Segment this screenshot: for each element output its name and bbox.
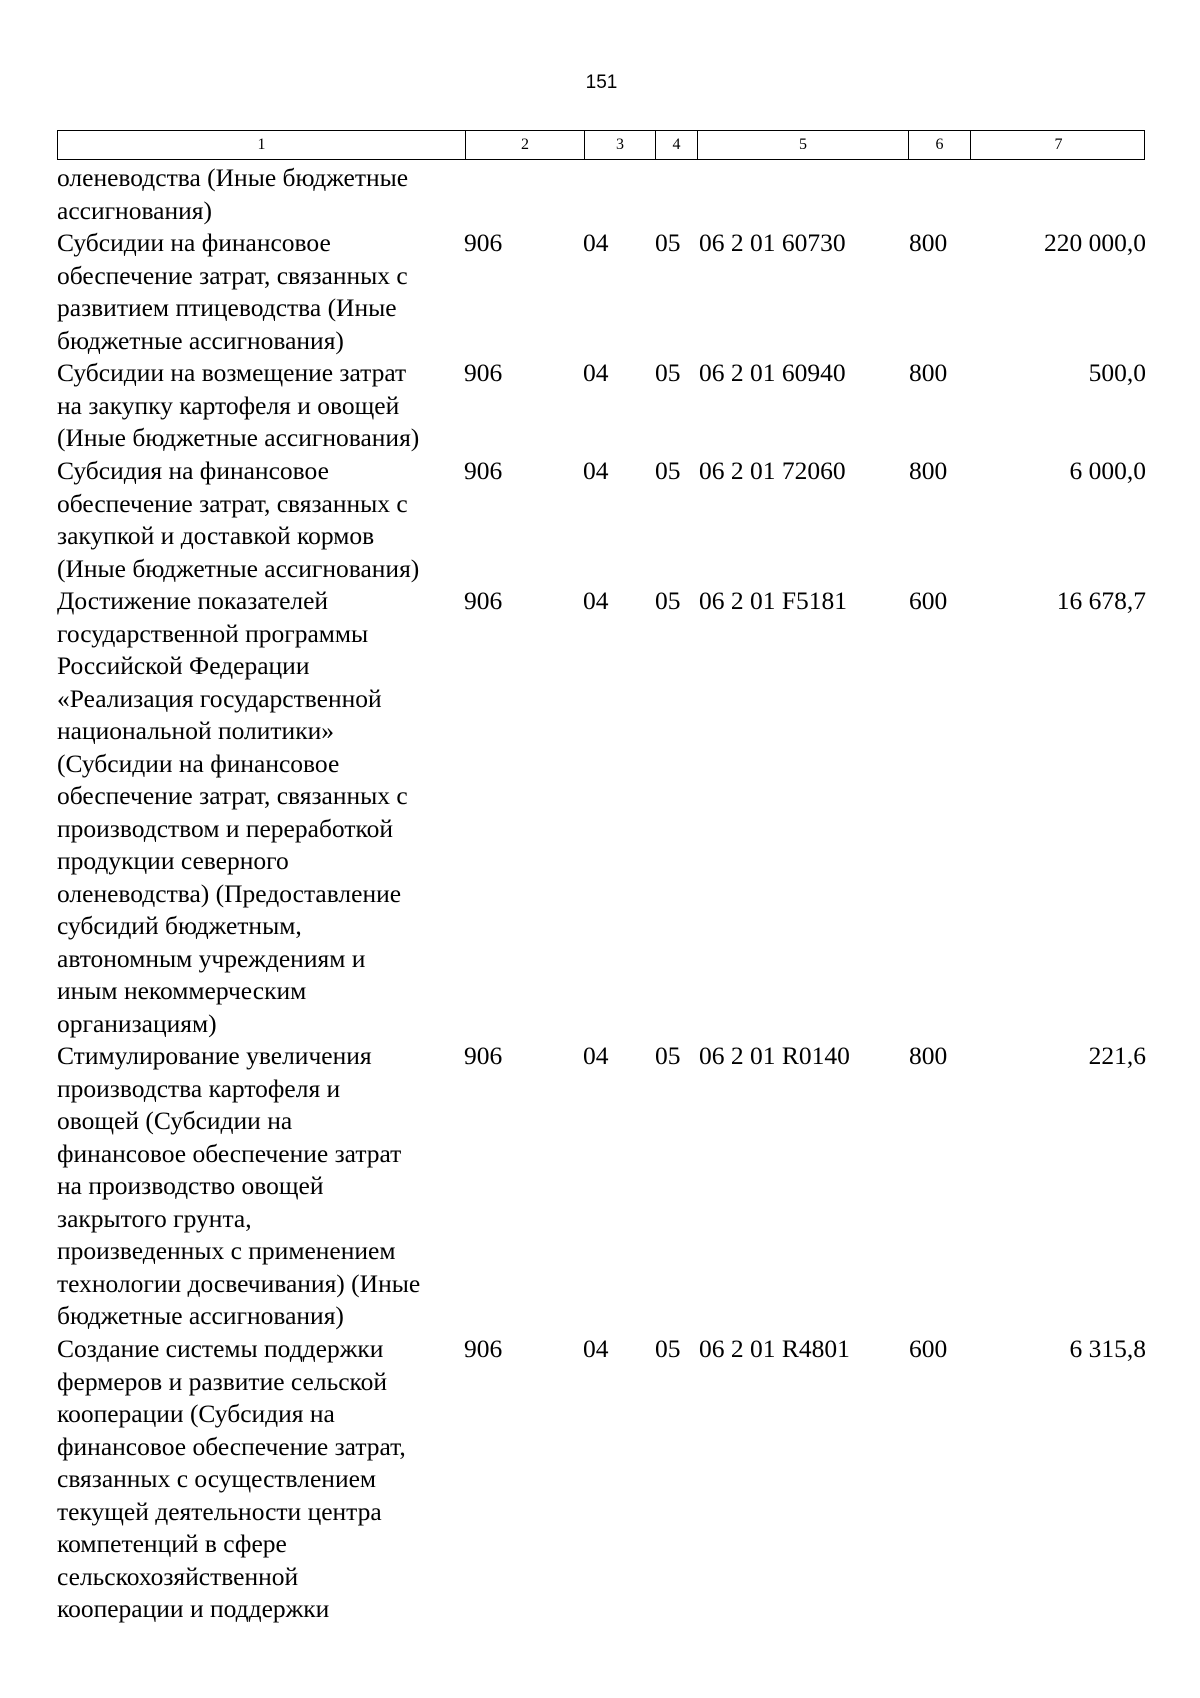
row-col-2: 906: [464, 586, 503, 615]
row-col-4: 05: [655, 1041, 681, 1070]
header-cell-4: 4: [656, 131, 698, 159]
row-col-6: 600: [909, 586, 948, 615]
row-col-5: 06 2 01 F5181: [699, 586, 848, 615]
row-col-2: 906: [464, 228, 503, 257]
row-col-5: 06 2 01 60940: [699, 358, 846, 387]
row-col-4: 05: [655, 456, 681, 485]
row-col-7: 6 000,0: [1069, 456, 1146, 485]
row-col-5: 06 2 01 72060: [699, 456, 846, 485]
header-cell-5: 5: [698, 131, 909, 159]
row-col-3: 04: [583, 228, 609, 257]
row-col-7: 220 000,0: [1044, 228, 1146, 257]
row-col-2: 906: [464, 456, 503, 485]
row-col-7: 16 678,7: [1056, 586, 1146, 615]
table-header-row: [57, 130, 1145, 160]
row-col-3: 04: [583, 1041, 609, 1070]
row-description: оленеводства (Иные бюджетные ассигнования): [57, 163, 409, 225]
header-cell-6: 6: [909, 131, 971, 159]
row-col-5: 06 2 01 R4801: [699, 1334, 850, 1363]
row-description: Субсидии на финансовое обеспечение затрат, связанных с развитием птицеводства (Иные бюджетные ассигнования): [57, 228, 408, 355]
row-col-3: 04: [583, 586, 609, 615]
row-col-5: 06 2 01 60730: [699, 228, 846, 257]
row-col-6: 800: [909, 228, 948, 257]
row-col-5: 06 2 01 R0140: [699, 1041, 850, 1070]
header-cell-1: 1: [58, 131, 466, 159]
row-col-2: 906: [464, 358, 503, 387]
row-description: Субсидии на возмещение затрат на закупку картофеля и овощей (Иные бюджетные ассигнования): [57, 358, 420, 452]
row-col-4: 05: [655, 1334, 681, 1363]
row-col-7: 6 315,8: [1069, 1334, 1146, 1363]
page-number: 151: [585, 72, 618, 93]
row-col-3: 04: [583, 358, 609, 387]
row-description: Достижение показателей государственной программы Российской Федерации «Реализация государственной национальной политики» (Субсидии на финансовое обеспечение затрат, связанных с производством и переработкой продукции северного оленеводства) (Предоставление субсидий бюджетным, автономным учреждениям и иным некоммерческим организациям): [57, 586, 408, 1038]
header-cell-3: 3: [585, 131, 656, 159]
header-cell-7: 7: [1054, 136, 1063, 153]
row-description: Субсидия на финансовое обеспечение затрат, связанных с закупкой и доставкой кормов (Иные бюджетные ассигнования): [57, 456, 420, 583]
row-col-6: 600: [909, 1334, 948, 1363]
row-col-4: 05: [655, 358, 681, 387]
row-col-3: 04: [583, 1334, 609, 1363]
row-col-6: 800: [909, 1041, 948, 1070]
header-cell-2: 2: [466, 131, 585, 159]
row-col-4: 05: [655, 586, 681, 615]
row-col-3: 04: [583, 456, 609, 485]
row-description: Создание системы поддержки фермеров и развитие сельской кооперации (Субсидия на финансовое обеспечение затрат, связанных с осуществлением текущей деятельности центра компетенций в сфере сельскохозяйственной кооперации и поддержки: [57, 1334, 406, 1623]
row-col-7: 500,0: [1088, 358, 1146, 387]
row-col-2: 906: [464, 1334, 503, 1363]
row-description: Стимулирование увеличения производства картофеля и овощей (Субсидии на финансовое обеспечение затрат на производство овощей закрытого грунта, произведенных с применением технологии досвечивания) (Иные бюджетные ассигнования): [57, 1041, 421, 1330]
row-col-4: 05: [655, 228, 681, 257]
row-col-6: 800: [909, 358, 948, 387]
row-col-7: 221,6: [1088, 1041, 1146, 1070]
row-col-6: 800: [909, 456, 948, 485]
row-col-2: 906: [464, 1041, 503, 1070]
